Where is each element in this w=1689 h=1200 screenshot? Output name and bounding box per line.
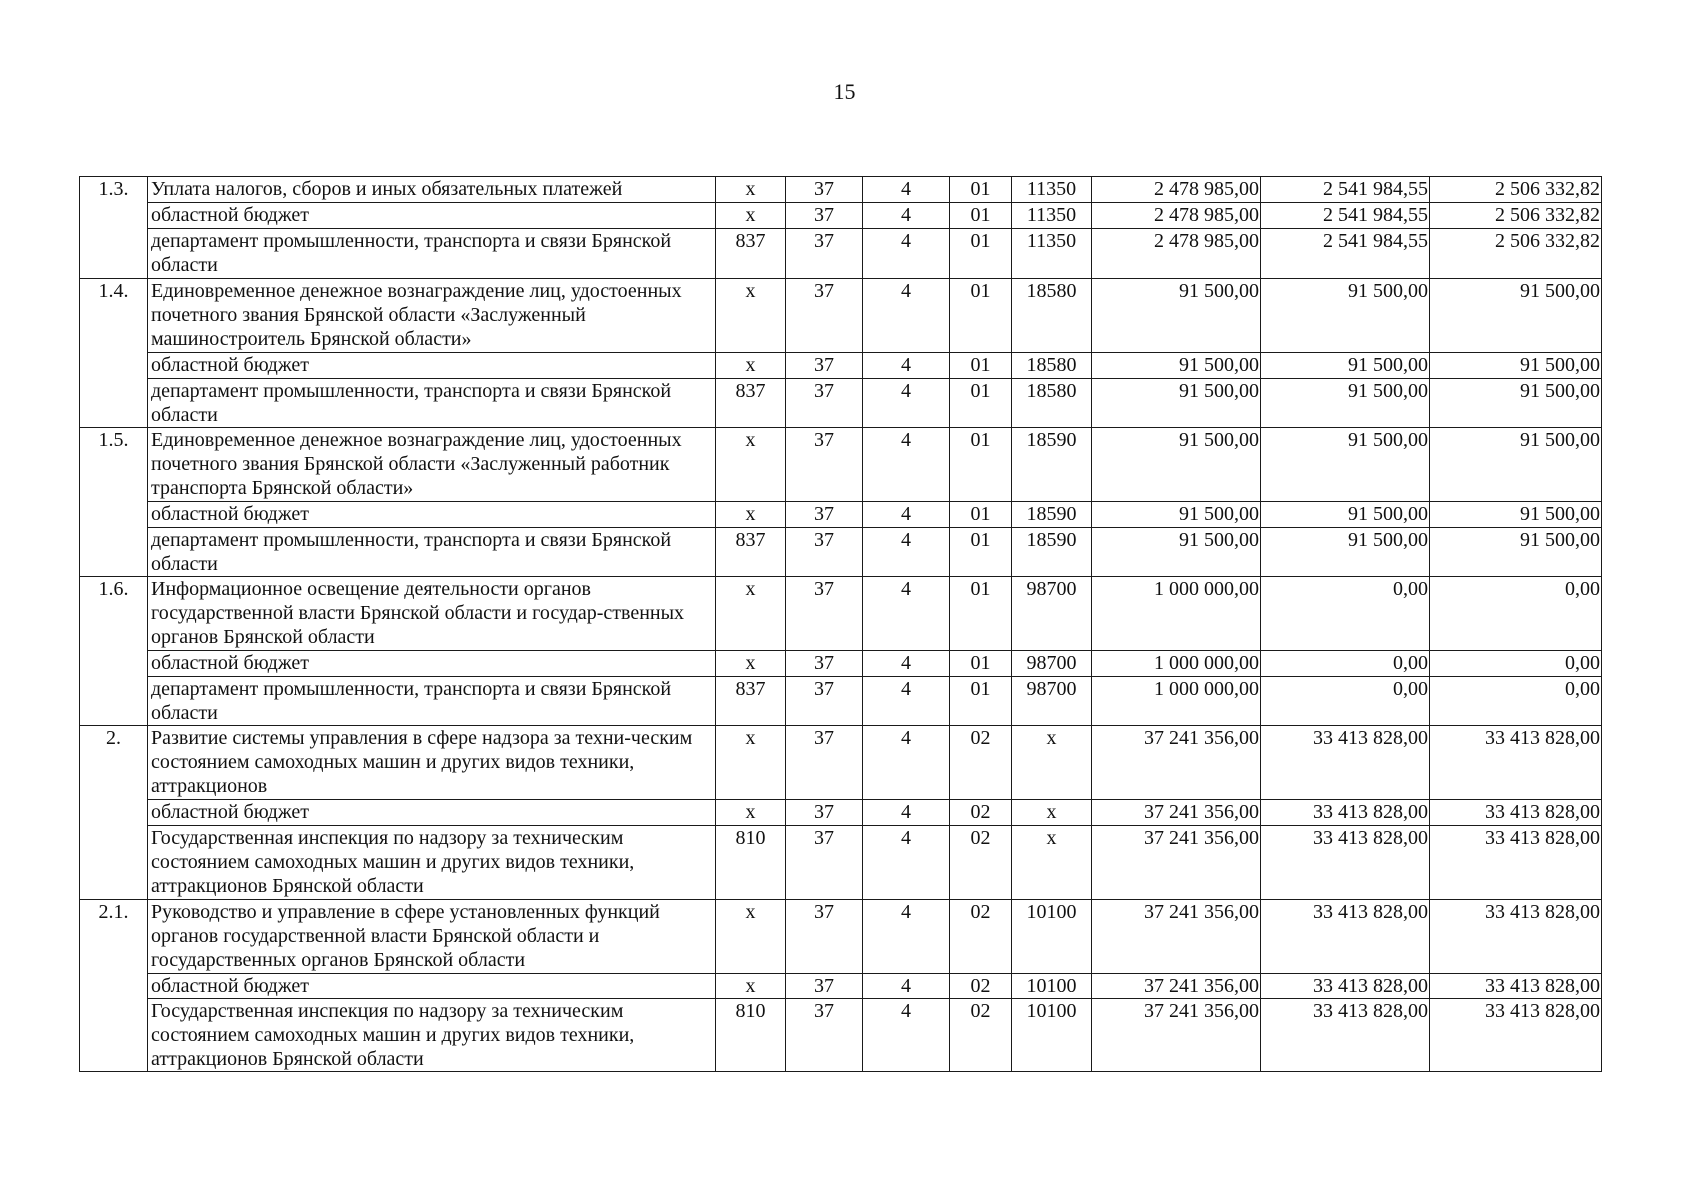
subprogram-code: 4	[863, 428, 950, 502]
direction-code: 10100	[1012, 999, 1092, 1072]
program-code: 37	[786, 177, 863, 203]
item-name: департамент промышленности, транспорта и связи Брянской области	[148, 229, 716, 279]
amount-year-2: 33 413 828,00	[1261, 900, 1430, 974]
subprogram-code: 4	[863, 800, 950, 826]
amount-year-3: 33 413 828,00	[1430, 900, 1602, 974]
measure-code: 01	[950, 677, 1012, 726]
subprogram-code: 4	[863, 577, 950, 651]
amount-year-1: 91 500,00	[1092, 502, 1261, 528]
item-name: областной бюджет	[148, 203, 716, 229]
table-row	[80, 999, 1602, 1072]
direction-code: 18590	[1012, 428, 1092, 502]
amount-year-1: 91 500,00	[1092, 528, 1261, 577]
budget-table	[79, 176, 1602, 1072]
amount-year-1: 91 500,00	[1092, 353, 1261, 379]
program-code: 37	[786, 428, 863, 502]
direction-code: 18590	[1012, 528, 1092, 577]
item-name: департамент промышленности, транспорта и связи Брянской области	[148, 379, 716, 428]
subprogram-code: 4	[863, 279, 950, 353]
amount-year-3: 91 500,00	[1430, 528, 1602, 577]
grbs-code: х	[716, 177, 786, 203]
program-code: 37	[786, 800, 863, 826]
subprogram-code: 4	[863, 974, 950, 999]
item-name: Государственная инспекция по надзору за техническим состоянием самоходных машин и других видов техники, аттракционов Брянской области	[148, 999, 716, 1072]
grbs-code: 810	[716, 999, 786, 1072]
amount-year-2: 91 500,00	[1261, 379, 1430, 428]
measure-code: 02	[950, 974, 1012, 999]
amount-year-3: 33 413 828,00	[1430, 800, 1602, 826]
measure-code: 01	[950, 379, 1012, 428]
measure-code: 02	[950, 999, 1012, 1072]
measure-code: 01	[950, 577, 1012, 651]
amount-year-1: 2 478 985,00	[1092, 229, 1261, 279]
subprogram-code: 4	[863, 651, 950, 677]
grbs-code: х	[716, 279, 786, 353]
program-code: 37	[786, 229, 863, 279]
measure-code: 01	[950, 651, 1012, 677]
table-row	[80, 279, 1602, 353]
item-name: Руководство и управление в сфере установленных функций органов государственной власти Брянской области и государственных органов Брянской области	[148, 900, 716, 974]
program-code: 37	[786, 528, 863, 577]
table-row	[80, 577, 1602, 651]
grbs-code: 837	[716, 229, 786, 279]
amount-year-3: 2 506 332,82	[1430, 203, 1602, 229]
amount-year-1: 1 000 000,00	[1092, 577, 1261, 651]
direction-code: 98700	[1012, 651, 1092, 677]
program-code: 37	[786, 353, 863, 379]
amount-year-3: 91 500,00	[1430, 428, 1602, 502]
grbs-code: х	[716, 353, 786, 379]
measure-code: 01	[950, 177, 1012, 203]
grbs-code: х	[716, 974, 786, 999]
table-row	[80, 229, 1602, 279]
program-code: 37	[786, 826, 863, 900]
program-code: 37	[786, 502, 863, 528]
amount-year-1: 1 000 000,00	[1092, 651, 1261, 677]
amount-year-3: 0,00	[1430, 651, 1602, 677]
amount-year-1: 37 241 356,00	[1092, 726, 1261, 800]
amount-year-1: 1 000 000,00	[1092, 677, 1261, 726]
grbs-code: х	[716, 726, 786, 800]
program-code: 37	[786, 900, 863, 974]
measure-code: 02	[950, 726, 1012, 800]
amount-year-3: 2 506 332,82	[1430, 177, 1602, 203]
item-name: областной бюджет	[148, 800, 716, 826]
item-name: Государственная инспекция по надзору за техническим состоянием самоходных машин и других видов техники, аттракционов Брянской области	[148, 826, 716, 900]
grbs-code: 810	[716, 826, 786, 900]
direction-code: х	[1012, 800, 1092, 826]
amount-year-3: 2 506 332,82	[1430, 229, 1602, 279]
amount-year-2: 33 413 828,00	[1261, 726, 1430, 800]
amount-year-1: 37 241 356,00	[1092, 800, 1261, 826]
measure-code: 01	[950, 528, 1012, 577]
item-name: областной бюджет	[148, 353, 716, 379]
amount-year-2: 2 541 984,55	[1261, 177, 1430, 203]
row-number: 1.5.	[80, 428, 148, 577]
table-row	[80, 826, 1602, 900]
direction-code: 98700	[1012, 677, 1092, 726]
amount-year-2: 2 541 984,55	[1261, 229, 1430, 279]
subprogram-code: 4	[863, 379, 950, 428]
amount-year-1: 37 241 356,00	[1092, 826, 1261, 900]
subprogram-code: 4	[863, 999, 950, 1072]
amount-year-2: 33 413 828,00	[1261, 974, 1430, 999]
direction-code: х	[1012, 726, 1092, 800]
amount-year-2: 0,00	[1261, 577, 1430, 651]
table-row	[80, 726, 1602, 800]
table-row	[80, 428, 1602, 502]
table-row	[80, 800, 1602, 826]
direction-code: 11350	[1012, 229, 1092, 279]
row-number: 1.3.	[80, 177, 148, 279]
direction-code: 18590	[1012, 502, 1092, 528]
amount-year-2: 33 413 828,00	[1261, 800, 1430, 826]
grbs-code: х	[716, 203, 786, 229]
amount-year-1: 91 500,00	[1092, 428, 1261, 502]
program-code: 37	[786, 677, 863, 726]
grbs-code: х	[716, 577, 786, 651]
row-number: 2.1.	[80, 900, 148, 1072]
item-name: Уплата налогов, сборов и иных обязательных платежей	[148, 177, 716, 203]
amount-year-3: 91 500,00	[1430, 502, 1602, 528]
grbs-code: х	[716, 651, 786, 677]
amount-year-1: 37 241 356,00	[1092, 900, 1261, 974]
measure-code: 02	[950, 900, 1012, 974]
measure-code: 01	[950, 229, 1012, 279]
item-name: областной бюджет	[148, 502, 716, 528]
amount-year-3: 91 500,00	[1430, 353, 1602, 379]
measure-code: 01	[950, 279, 1012, 353]
measure-code: 01	[950, 428, 1012, 502]
amount-year-3: 33 413 828,00	[1430, 826, 1602, 900]
amount-year-1: 37 241 356,00	[1092, 999, 1261, 1072]
grbs-code: 837	[716, 677, 786, 726]
row-number: 1.4.	[80, 279, 148, 428]
direction-code: х	[1012, 826, 1092, 900]
subprogram-code: 4	[863, 353, 950, 379]
subprogram-code: 4	[863, 677, 950, 726]
amount-year-1: 91 500,00	[1092, 279, 1261, 353]
direction-code: 10100	[1012, 900, 1092, 974]
table-row	[80, 502, 1602, 528]
item-name: Развитие системы управления в сфере надзора за техни-ческим состоянием самоходных машин и других видов техники, аттракционов	[148, 726, 716, 800]
amount-year-2: 33 413 828,00	[1261, 999, 1430, 1072]
amount-year-3: 33 413 828,00	[1430, 726, 1602, 800]
amount-year-2: 2 541 984,55	[1261, 203, 1430, 229]
table-row	[80, 677, 1602, 726]
amount-year-2: 91 500,00	[1261, 528, 1430, 577]
measure-code: 01	[950, 502, 1012, 528]
direction-code: 10100	[1012, 974, 1092, 999]
amount-year-3: 0,00	[1430, 677, 1602, 726]
direction-code: 18580	[1012, 279, 1092, 353]
table-row	[80, 177, 1602, 203]
grbs-code: х	[716, 502, 786, 528]
program-code: 37	[786, 974, 863, 999]
row-number: 1.6.	[80, 577, 148, 726]
amount-year-2: 91 500,00	[1261, 353, 1430, 379]
amount-year-1: 2 478 985,00	[1092, 177, 1261, 203]
measure-code: 01	[950, 353, 1012, 379]
subprogram-code: 4	[863, 900, 950, 974]
amount-year-3: 91 500,00	[1430, 279, 1602, 353]
direction-code: 18580	[1012, 353, 1092, 379]
amount-year-3: 91 500,00	[1430, 379, 1602, 428]
subprogram-code: 4	[863, 826, 950, 900]
item-name: департамент промышленности, транспорта и связи Брянской области	[148, 528, 716, 577]
item-name: областной бюджет	[148, 651, 716, 677]
table-row	[80, 974, 1602, 999]
amount-year-2: 0,00	[1261, 677, 1430, 726]
amount-year-3: 33 413 828,00	[1430, 999, 1602, 1072]
table-row	[80, 379, 1602, 428]
direction-code: 18580	[1012, 379, 1092, 428]
amount-year-2: 0,00	[1261, 651, 1430, 677]
program-code: 37	[786, 651, 863, 677]
amount-year-1: 2 478 985,00	[1092, 203, 1261, 229]
measure-code: 01	[950, 203, 1012, 229]
amount-year-3: 0,00	[1430, 577, 1602, 651]
subprogram-code: 4	[863, 229, 950, 279]
grbs-code: 837	[716, 528, 786, 577]
program-code: 37	[786, 203, 863, 229]
grbs-code: х	[716, 428, 786, 502]
table-row	[80, 353, 1602, 379]
table-row	[80, 203, 1602, 229]
program-code: 37	[786, 279, 863, 353]
measure-code: 02	[950, 826, 1012, 900]
program-code: 37	[786, 379, 863, 428]
table-row	[80, 651, 1602, 677]
amount-year-2: 33 413 828,00	[1261, 826, 1430, 900]
amount-year-2: 91 500,00	[1261, 428, 1430, 502]
grbs-code: х	[716, 800, 786, 826]
row-number: 2.	[80, 726, 148, 900]
subprogram-code: 4	[863, 177, 950, 203]
item-name: областной бюджет	[148, 974, 716, 999]
program-code: 37	[786, 726, 863, 800]
amount-year-2: 91 500,00	[1261, 279, 1430, 353]
table-row	[80, 528, 1602, 577]
direction-code: 11350	[1012, 177, 1092, 203]
item-name: Единовременное денежное вознаграждение лиц, удостоенных почетного звания Брянской области «Заслуженный машиностроитель Брянской области»	[148, 279, 716, 353]
item-name: Информационное освещение деятельности органов государственной власти Брянской области и государ-ственных органов Брянской области	[148, 577, 716, 651]
subprogram-code: 4	[863, 502, 950, 528]
direction-code: 98700	[1012, 577, 1092, 651]
grbs-code: 837	[716, 379, 786, 428]
program-code: 37	[786, 999, 863, 1072]
table-body	[80, 177, 1602, 1072]
table-row	[80, 900, 1602, 974]
amount-year-1: 91 500,00	[1092, 379, 1261, 428]
amount-year-2: 91 500,00	[1261, 502, 1430, 528]
page-number: 15	[833, 79, 856, 104]
direction-code: 11350	[1012, 203, 1092, 229]
subprogram-code: 4	[863, 203, 950, 229]
grbs-code: х	[716, 900, 786, 974]
item-name: Единовременное денежное вознаграждение лиц, удостоенных почетного звания Брянской области «Заслуженный работник транспорта Брянской области»	[148, 428, 716, 502]
subprogram-code: 4	[863, 528, 950, 577]
amount-year-1: 37 241 356,00	[1092, 974, 1261, 999]
item-name: департамент промышленности, транспорта и связи Брянской области	[148, 677, 716, 726]
measure-code: 02	[950, 800, 1012, 826]
subprogram-code: 4	[863, 726, 950, 800]
program-code: 37	[786, 577, 863, 651]
amount-year-3: 33 413 828,00	[1430, 974, 1602, 999]
